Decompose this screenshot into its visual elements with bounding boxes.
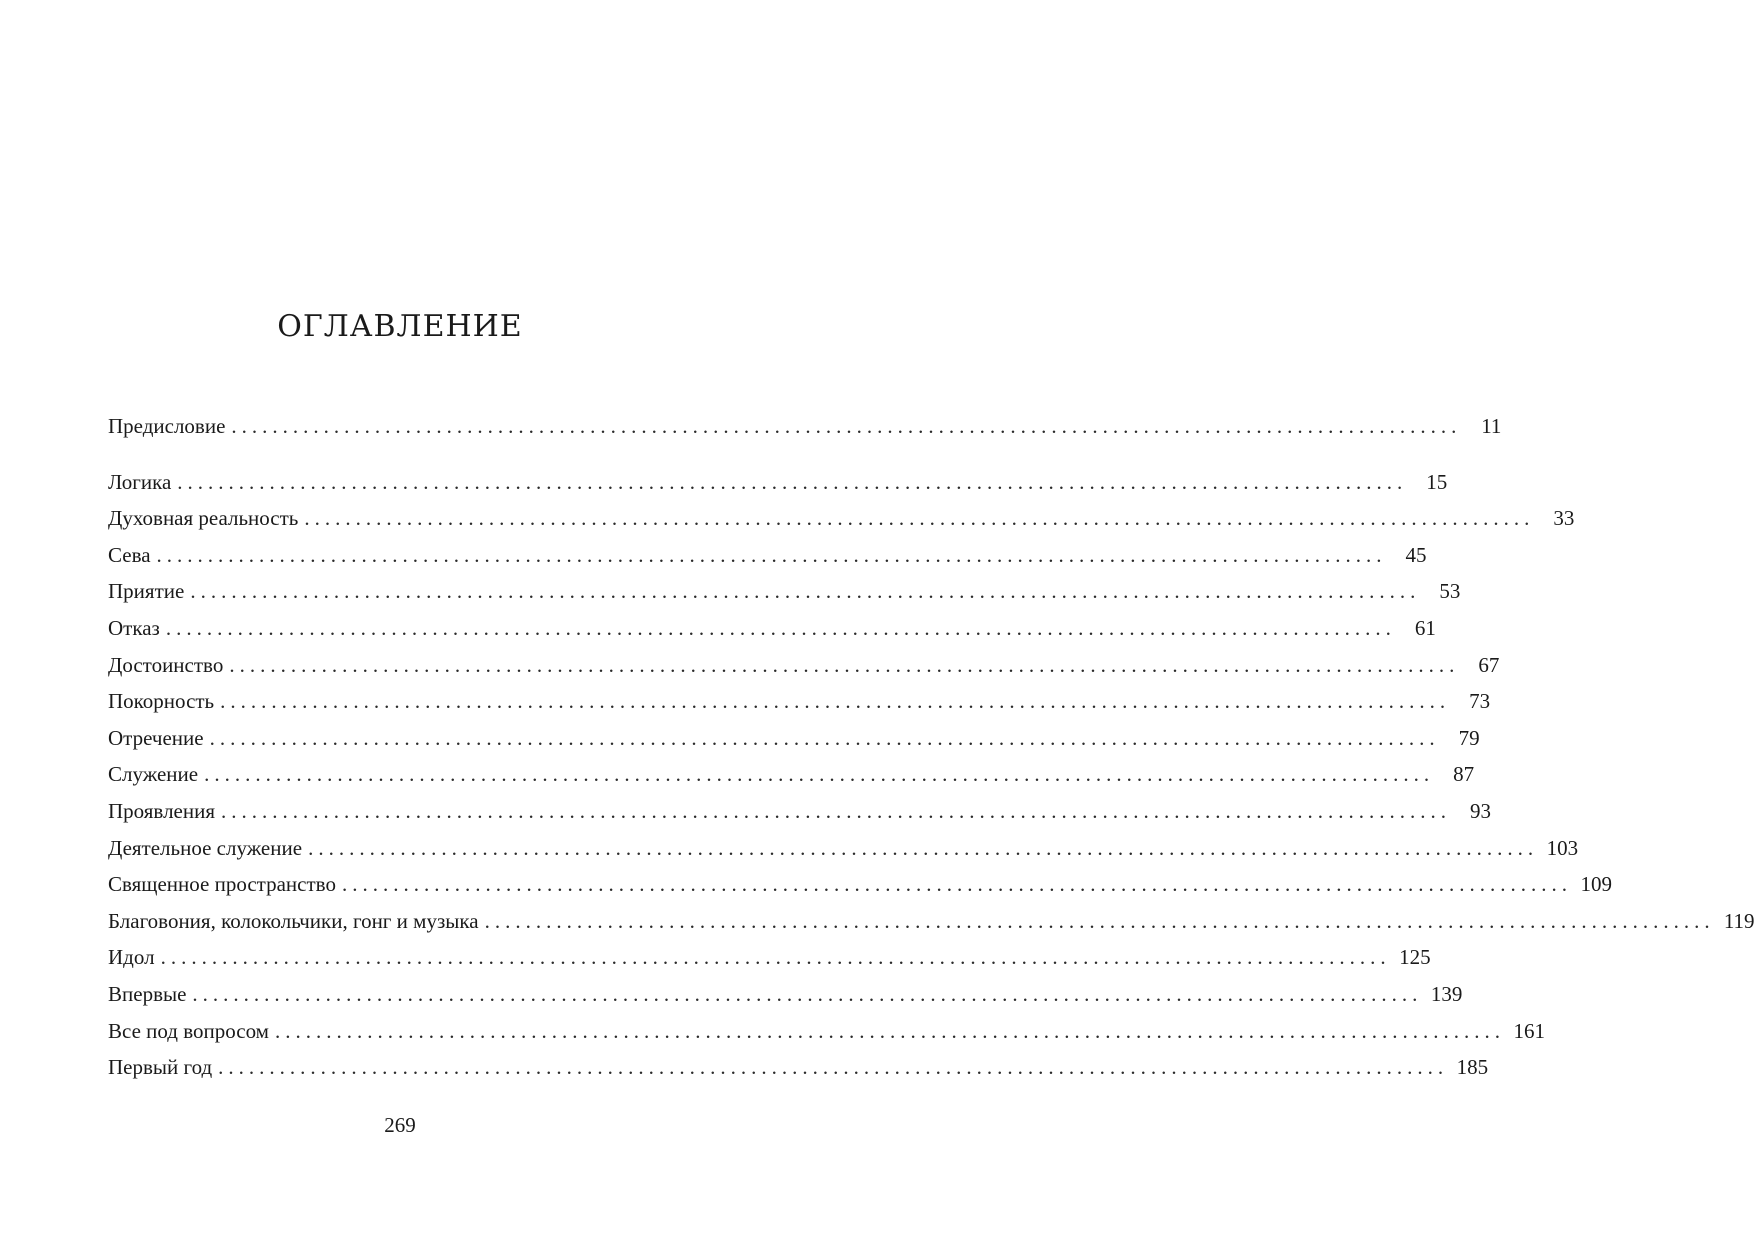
page-number: 269 <box>384 1113 416 1137</box>
toc-entry-page: 53 <box>1439 579 1461 604</box>
dot-leader: ........................................................................................................................ <box>229 652 1460 677</box>
toc-entry-page: 87 <box>1453 762 1475 787</box>
toc-entry-page: 185 <box>1456 1055 1489 1080</box>
dot-leader: ........................................................................................................................ <box>156 542 1387 567</box>
toc-entry-page: 109 <box>1580 872 1612 897</box>
dot-leader: ........................................................................................................................ <box>484 908 1715 933</box>
toc-entry-title: Отречение <box>108 725 204 750</box>
toc-entry-page: 139 <box>1430 981 1463 1006</box>
toc-entry-page: 161 <box>1513 1018 1545 1043</box>
dot-leader: ........................................................................................................................ <box>204 762 1435 787</box>
toc-entry-page: 103 <box>1546 835 1579 860</box>
toc-entry-title: Деятельное служение <box>108 835 303 860</box>
toc-entry-title: Идол <box>108 945 155 970</box>
toc-entry-title: Служение <box>108 762 199 787</box>
dot-leader: ........................................................................................................................ <box>231 414 1462 438</box>
toc-entry-title: Предисловие <box>108 414 226 438</box>
toc-entry-title: Первый год <box>108 1055 213 1080</box>
toc-entry <box>108 793 1491 830</box>
dot-leader: ........................................................................................................................ <box>165 615 1396 640</box>
dot-leader: ........................................................................................................................ <box>209 725 1440 750</box>
dot-leader: ........................................................................................................................ <box>192 981 1423 1006</box>
toc-entry-page: 61 <box>1414 615 1436 640</box>
toc-entry <box>108 683 1491 720</box>
toc-entry-title: Достоинство <box>108 652 224 677</box>
toc-entry-title: Логика <box>108 469 172 494</box>
toc-entry <box>108 1013 1545 1050</box>
toc-entry-page: 79 <box>1458 725 1480 750</box>
toc-entry-title: Приятие <box>108 579 185 604</box>
toc-entry <box>108 610 1436 647</box>
toc-entry <box>108 537 1427 574</box>
toc-entry-page: 15 <box>1426 469 1448 494</box>
dot-leader: ........................................................................................................................ <box>177 469 1408 494</box>
toc-entry <box>108 976 1463 1013</box>
toc-entry <box>108 464 1448 501</box>
table-of-contents <box>108 408 1755 1086</box>
toc-entry-title: Благовония, колокольчики, гонг и музыка <box>108 908 479 933</box>
toc-entry-title: Сева <box>108 542 151 567</box>
toc-entry-title: Священное пространство <box>108 872 336 897</box>
dot-leader: ........................................................................................................................ <box>274 1018 1505 1043</box>
toc-entry-page: 93 <box>1470 798 1491 823</box>
toc-entry-page: 119 <box>1723 908 1755 933</box>
dot-leader: ........................................................................................................................ <box>304 506 1535 531</box>
toc-entry <box>108 756 1475 793</box>
dot-leader: ........................................................................................................................ <box>220 689 1451 714</box>
toc-entry-title: Отказ <box>108 615 160 640</box>
toc-entry-page: 125 <box>1399 945 1431 970</box>
toc-entry-title: Все под вопросом <box>108 1018 269 1043</box>
toc-entry <box>108 500 1575 537</box>
dot-leader: ........................................................................................................................ <box>190 579 1421 604</box>
toc-entry-page: 45 <box>1405 542 1427 567</box>
toc-entry-title: Духовная реальность <box>108 506 299 531</box>
dot-leader: ........................................................................................................................ <box>341 872 1572 897</box>
toc-entry-title: Впервые <box>108 981 187 1006</box>
dot-leader: ........................................................................................................................ <box>221 798 1451 823</box>
toc-entry <box>108 1049 1489 1086</box>
toc-entry <box>108 647 1500 684</box>
toc-entry-page: 33 <box>1553 506 1575 531</box>
toc-entry-title: Покорность <box>108 689 215 714</box>
toc-entry <box>108 866 1612 903</box>
toc-entry <box>108 903 1755 940</box>
toc-entry <box>108 939 1431 976</box>
toc-entry <box>108 830 1579 867</box>
toc-entry <box>108 408 1502 445</box>
toc-entry <box>108 573 1461 610</box>
dot-leader: ........................................................................................................................ <box>218 1055 1449 1080</box>
toc-entry-title: Проявления <box>108 798 215 823</box>
toc-entry-page: 11 <box>1481 414 1502 438</box>
toc-entry <box>108 720 1480 757</box>
dot-leader: ........................................................................................................................ <box>160 945 1391 970</box>
toc-entry-page: 67 <box>1478 652 1500 677</box>
page-title: ОГЛАВЛЕНИЕ <box>277 309 523 344</box>
dot-leader: ........................................................................................................................ <box>308 835 1539 860</box>
toc-entry-page: 73 <box>1469 689 1491 714</box>
